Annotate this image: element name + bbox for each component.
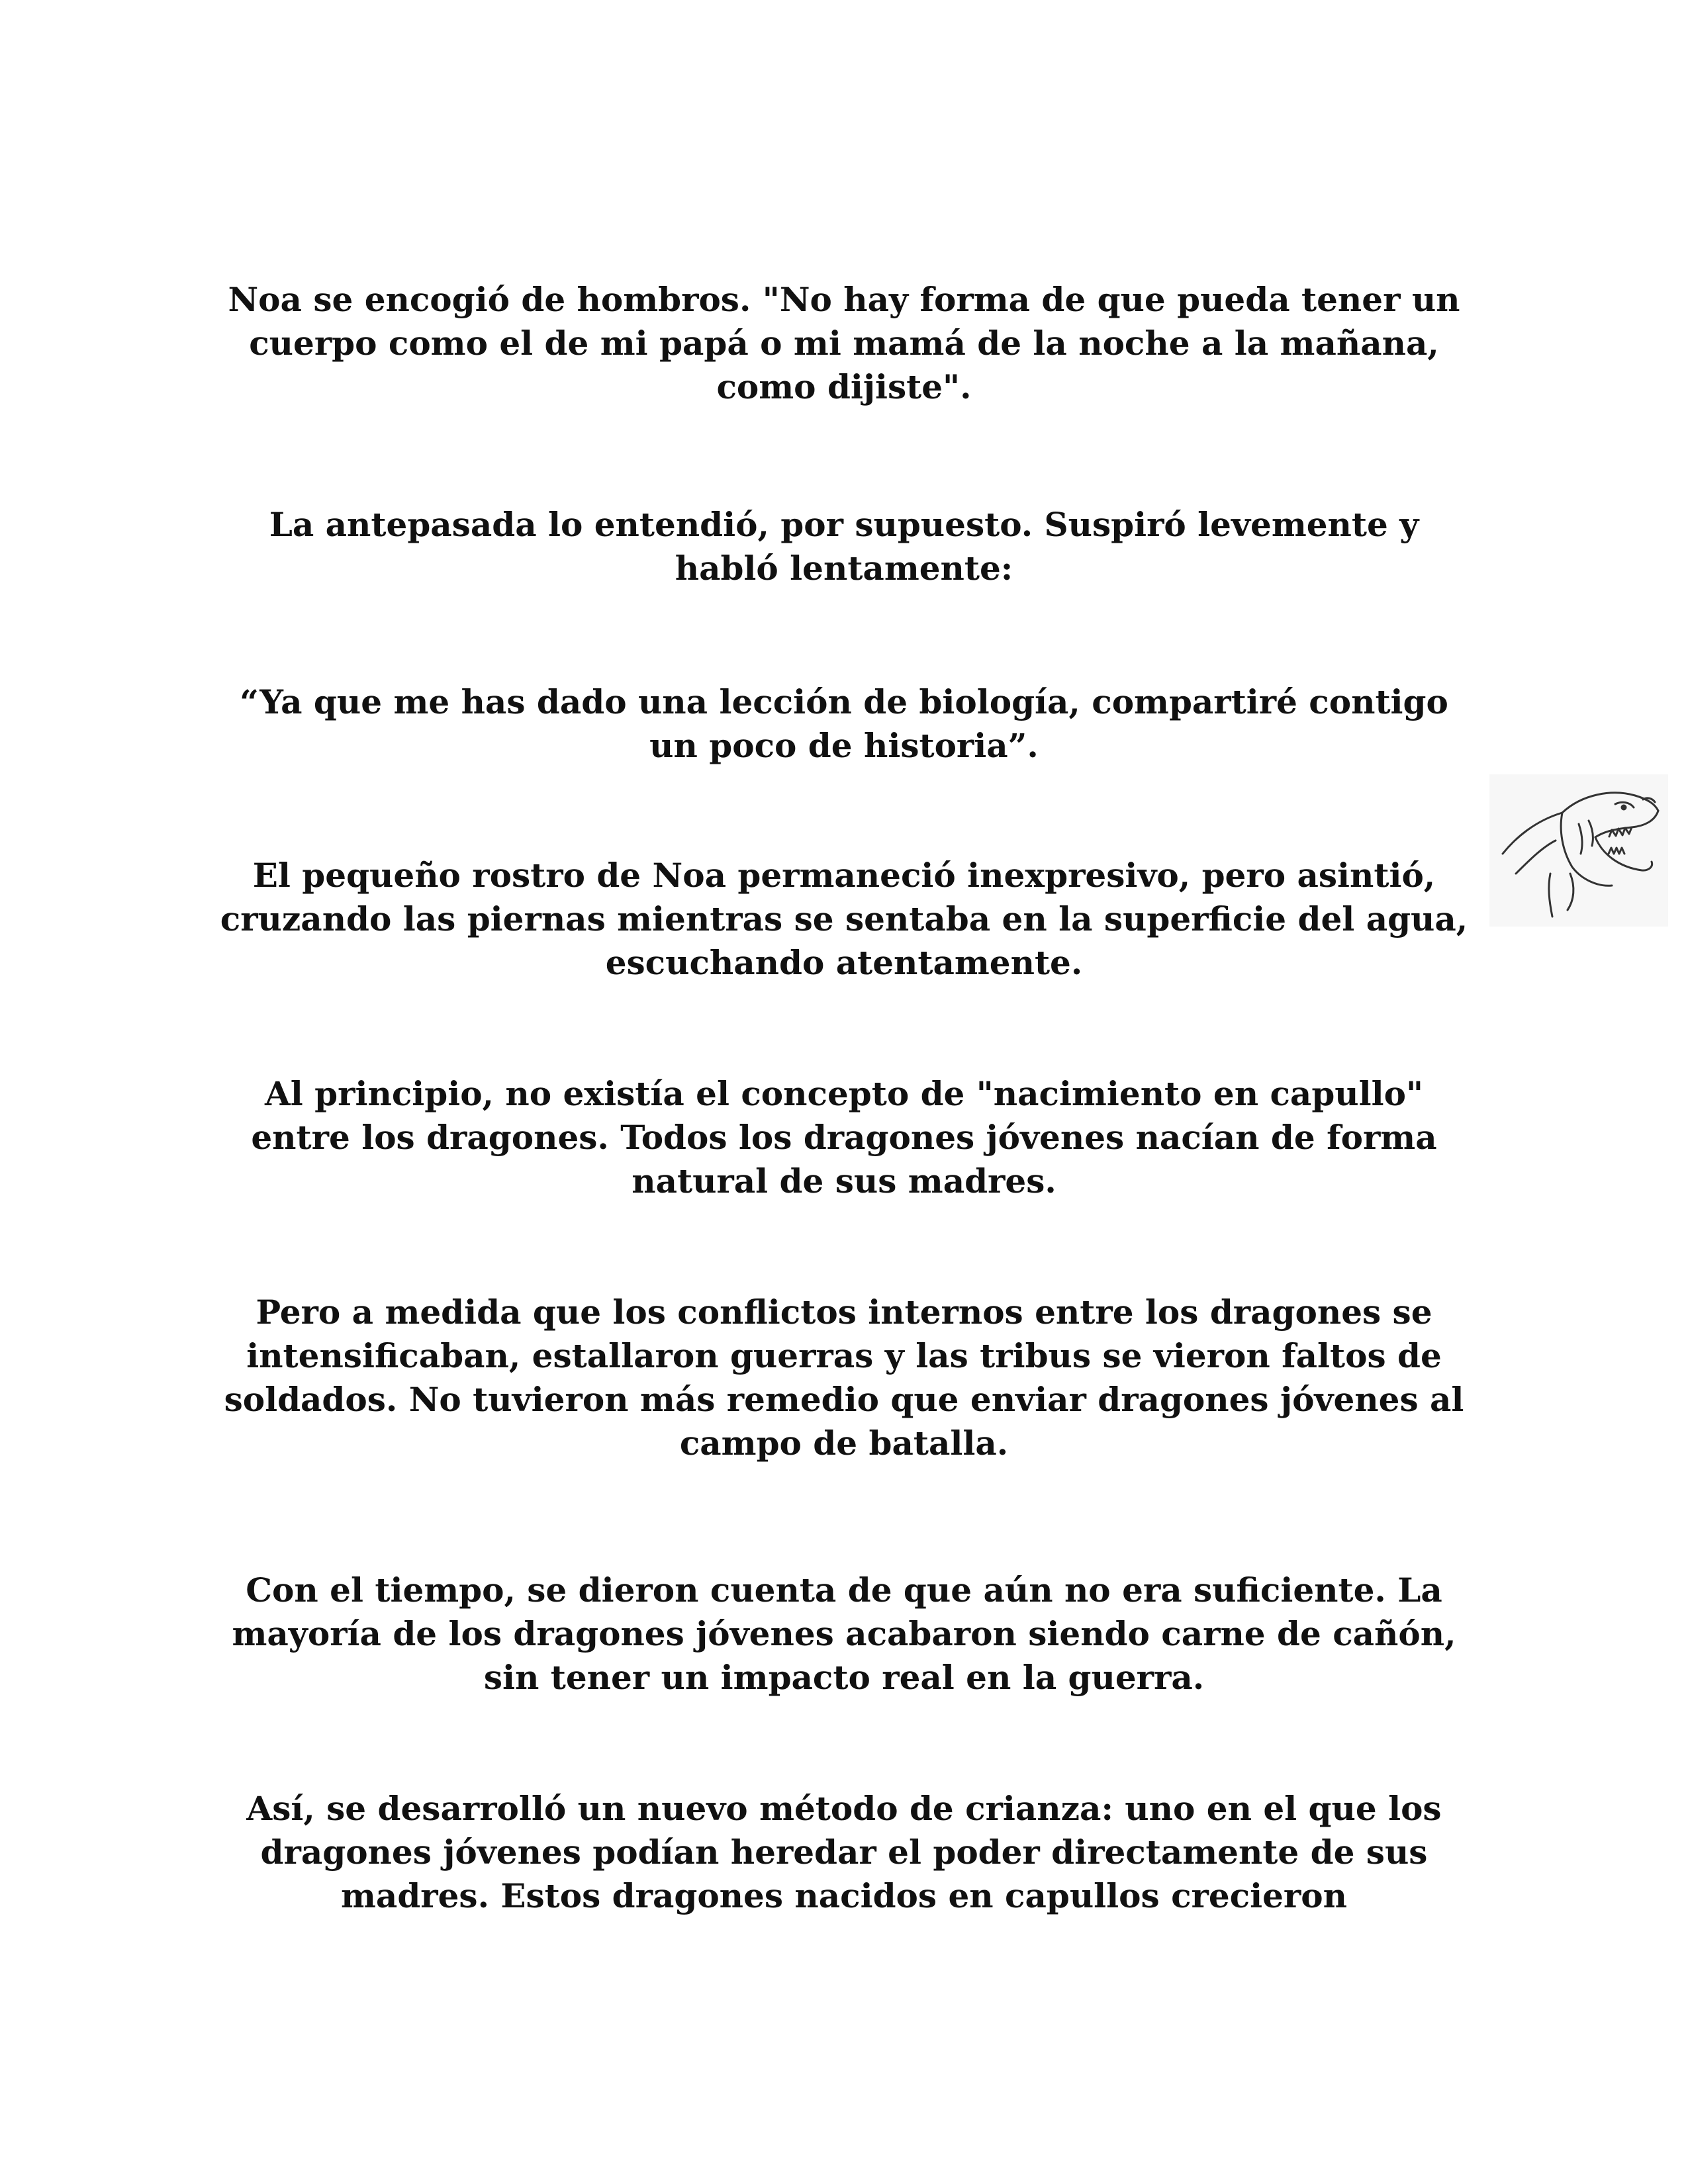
paragraph-7: Con el tiempo, se dieron cuenta de que aún no era suficiente. La mayoría de los dragones jóvenes acabaron siendo carne de cañón, sin tener un impacto real en la guerra. <box>232 1570 1456 1697</box>
paragraph-5: Al principio, no existía el concepto de "nacimiento en capullo" entre los dragones. Todos los dragones jóvenes nacían de forma natural de sus madres. <box>251 1074 1437 1201</box>
paragraph-8: Así, se desarrolló un nuevo método de crianza: uno en el que los dragones jóvenes podían heredar el poder directamente de sus madres. Estos dragones nacidos en capullos crecieron <box>246 1789 1442 1915</box>
paragraph-6: Pero a medida que los conflictos internos entre los dragones se intensificaban, estallaron guerras y las tribus se vieron faltos de soldados. No tuvieron más remedio que enviar dragones jóvenes al campo de batalla. <box>224 1293 1464 1463</box>
paragraph-1: Noa se encogió de hombros. "No hay forma de que pueda tener un cuerpo como el de mi papá o mi mamá de la noche a la mañana, como dijiste". <box>228 280 1460 406</box>
paragraph-4: El pequeño rostro de Noa permaneció inexpresivo, pero asintió, cruzando las piernas mientras se sentaba en la superficie del agua, escuchando atentamente. <box>220 856 1468 982</box>
paragraph-2: La antepasada lo entendió, por supuesto. Suspiró levemente y habló lentamente: <box>269 505 1419 588</box>
dragon-head-sketch-icon <box>1489 774 1668 927</box>
paragraph-3: “Ya que me has dado una lección de biología, compartiré contigo un poco de historia”. <box>240 682 1448 765</box>
